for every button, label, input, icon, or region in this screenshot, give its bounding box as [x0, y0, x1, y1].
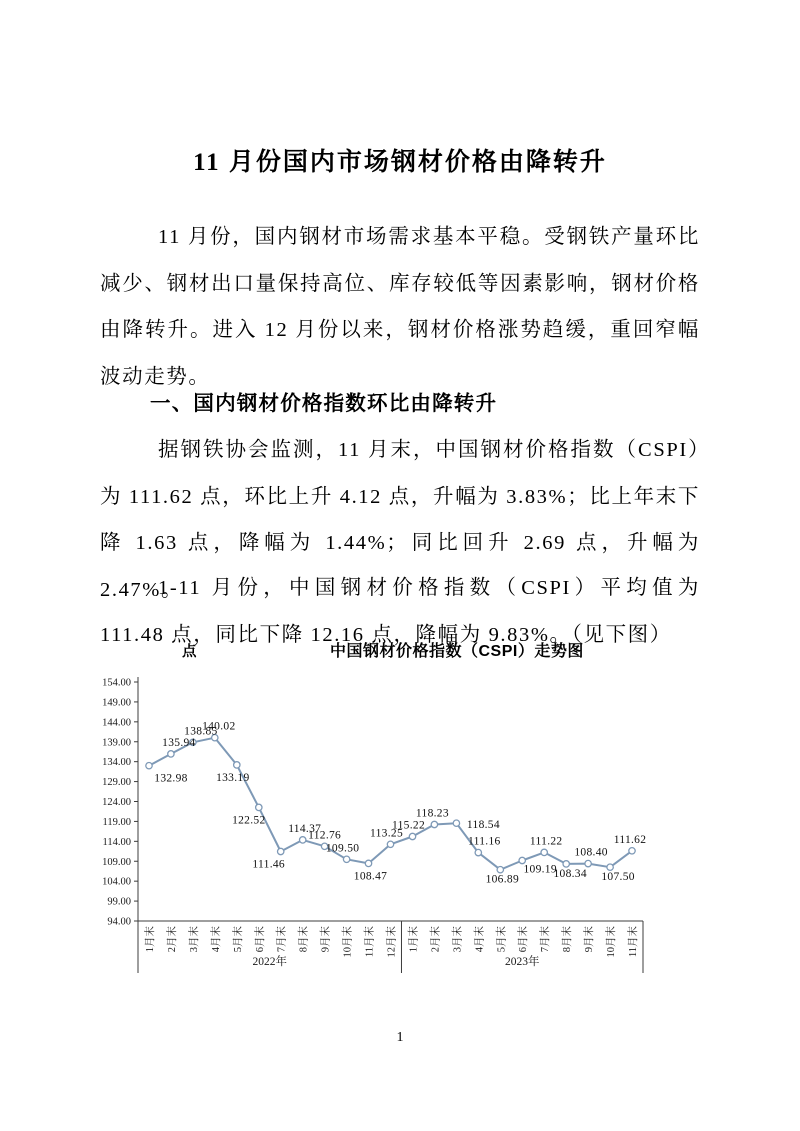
data-point-label: 118.23 [415, 807, 449, 820]
data-point-marker [146, 763, 152, 769]
y-tick-label: 119.00 [102, 816, 131, 828]
year-group-label: 2022年 [252, 956, 287, 968]
paragraph-intro: 11 月份，国内钢材市场需求基本平稳。受钢铁产量环比减少、钢材出口量保持高位、库存较低等因素影响，钢材价格由降转升。进入 12 月份以来，钢材价格涨势趋缓，重回窄幅波动走势。 [100, 226, 700, 388]
y-axis-unit-label: 点 [182, 644, 197, 660]
data-point-marker [629, 848, 635, 854]
x-month-label: 2月末 [430, 926, 442, 953]
y-tick-label: 99.00 [107, 896, 131, 908]
x-month-label: 4月末 [474, 926, 486, 953]
x-month-label: 5月末 [232, 926, 244, 953]
y-tick-label: 144.00 [102, 717, 131, 729]
paragraph-cspi-monthly: 据钢铁协会监测，11 月末，中国钢材价格指数（CSPI）为 111.62 点，环比上升 4.12 点，升幅为 3.83%；比上年末下降 1.63 点，降幅为 1.44%；同比回升 2.69 点，升幅为 2.47%。 [100, 439, 700, 601]
cspi-series-line [149, 738, 632, 870]
data-point-marker [607, 864, 613, 870]
x-month-label: 6月末 [518, 926, 530, 953]
data-point-label: 111.46 [252, 858, 285, 871]
data-point-label: 107.50 [601, 871, 635, 884]
section-heading: 一、国内钢材价格指数环比由降转升 [150, 392, 498, 415]
x-month-label: 4月末 [210, 926, 222, 953]
data-point-marker [431, 821, 437, 827]
y-tick-label: 114.00 [102, 836, 131, 848]
data-point-label: 111.16 [468, 835, 501, 848]
chart-header [100, 636, 700, 666]
data-point-label: 113.25 [370, 827, 403, 840]
data-point-label: 108.40 [574, 846, 608, 859]
data-point-marker [278, 848, 284, 854]
data-point-label: 111.22 [529, 835, 563, 848]
data-point-marker [365, 860, 371, 866]
y-tick-label: 149.00 [102, 697, 131, 709]
cspi-chart-plot [100, 666, 700, 978]
document-title: 11 月份国内市场钢材价格由降转升 [193, 149, 607, 176]
x-month-label: 10月末 [342, 926, 354, 958]
data-point-label: 111.62 [613, 833, 647, 846]
y-tick-label: 154.00 [102, 677, 131, 689]
data-point-label: 112.76 [308, 829, 342, 842]
data-point-label: 132.98 [154, 772, 188, 785]
data-point-label: 118.54 [466, 819, 500, 832]
y-tick-label: 109.00 [102, 856, 131, 868]
x-month-label: 11月末 [628, 926, 640, 958]
data-point-marker [343, 856, 349, 862]
data-point-marker [409, 833, 415, 839]
x-month-label: 2月末 [166, 926, 178, 953]
data-point-label: 138.85 [184, 725, 218, 738]
data-point-marker [300, 837, 306, 843]
x-month-label: 7月末 [540, 926, 552, 953]
data-point-label: 114.37 [288, 822, 322, 835]
data-point-marker [256, 804, 262, 810]
y-tick-label: 139.00 [102, 737, 131, 749]
x-month-label: 8月末 [298, 926, 310, 953]
data-point-label: 109.19 [523, 863, 557, 876]
y-tick-label: 134.00 [102, 757, 131, 769]
x-month-label: 3月末 [452, 926, 464, 953]
data-point-label: 140.02 [202, 720, 236, 733]
data-point-label: 108.34 [553, 867, 587, 880]
data-point-marker [475, 849, 481, 855]
paragraph-cspi-average: 1-11 月份，中国钢材价格指数（CSPI）平均值为 111.48 点，同比下降 12.16 点，降幅为 9.83%。（见下图） [100, 577, 700, 646]
x-month-label: 10月末 [606, 926, 618, 958]
data-point-marker [563, 861, 569, 867]
x-month-label: 8月末 [562, 926, 574, 953]
data-point-marker [168, 751, 174, 757]
chart-title: 中国钢材价格指数（CSPI）走势图 [330, 643, 584, 660]
x-month-label: 11月末 [364, 926, 376, 958]
y-tick-label: 124.00 [102, 797, 131, 808]
x-month-label: 5月末 [496, 926, 508, 953]
y-tick-label: 129.00 [102, 777, 131, 789]
x-month-label: 3月末 [188, 926, 200, 953]
x-month-label: 12月末 [386, 926, 398, 958]
data-point-label: 109.50 [325, 842, 360, 855]
data-point-label: 133.19 [216, 771, 250, 784]
y-tick-label: 104.00 [102, 876, 131, 888]
data-point-marker [453, 820, 459, 826]
data-point-marker [234, 762, 240, 768]
x-month-label: 9月末 [320, 926, 332, 953]
x-month-label: 6月末 [254, 926, 266, 953]
data-point-marker [387, 841, 393, 847]
data-point-label: 106.89 [485, 873, 520, 886]
x-month-label: 9月末 [584, 926, 596, 953]
data-point-label: 108.47 [353, 870, 388, 883]
x-month-label: 1月末 [144, 926, 156, 953]
year-group-label: 2023年 [504, 956, 540, 968]
data-point-marker [585, 860, 591, 866]
data-point-label: 122.52 [232, 814, 266, 827]
data-point-marker [541, 849, 547, 855]
x-month-label: 7月末 [276, 926, 288, 953]
page-number: 1 [396, 1030, 404, 1045]
data-point-label: 115.22 [392, 819, 425, 832]
data-point-marker [497, 867, 503, 873]
y-tick-label: 94.00 [107, 916, 131, 928]
x-month-label: 1月末 [408, 926, 420, 953]
cspi-chart-figure [100, 636, 700, 978]
data-point-label: 135.94 [162, 736, 196, 749]
